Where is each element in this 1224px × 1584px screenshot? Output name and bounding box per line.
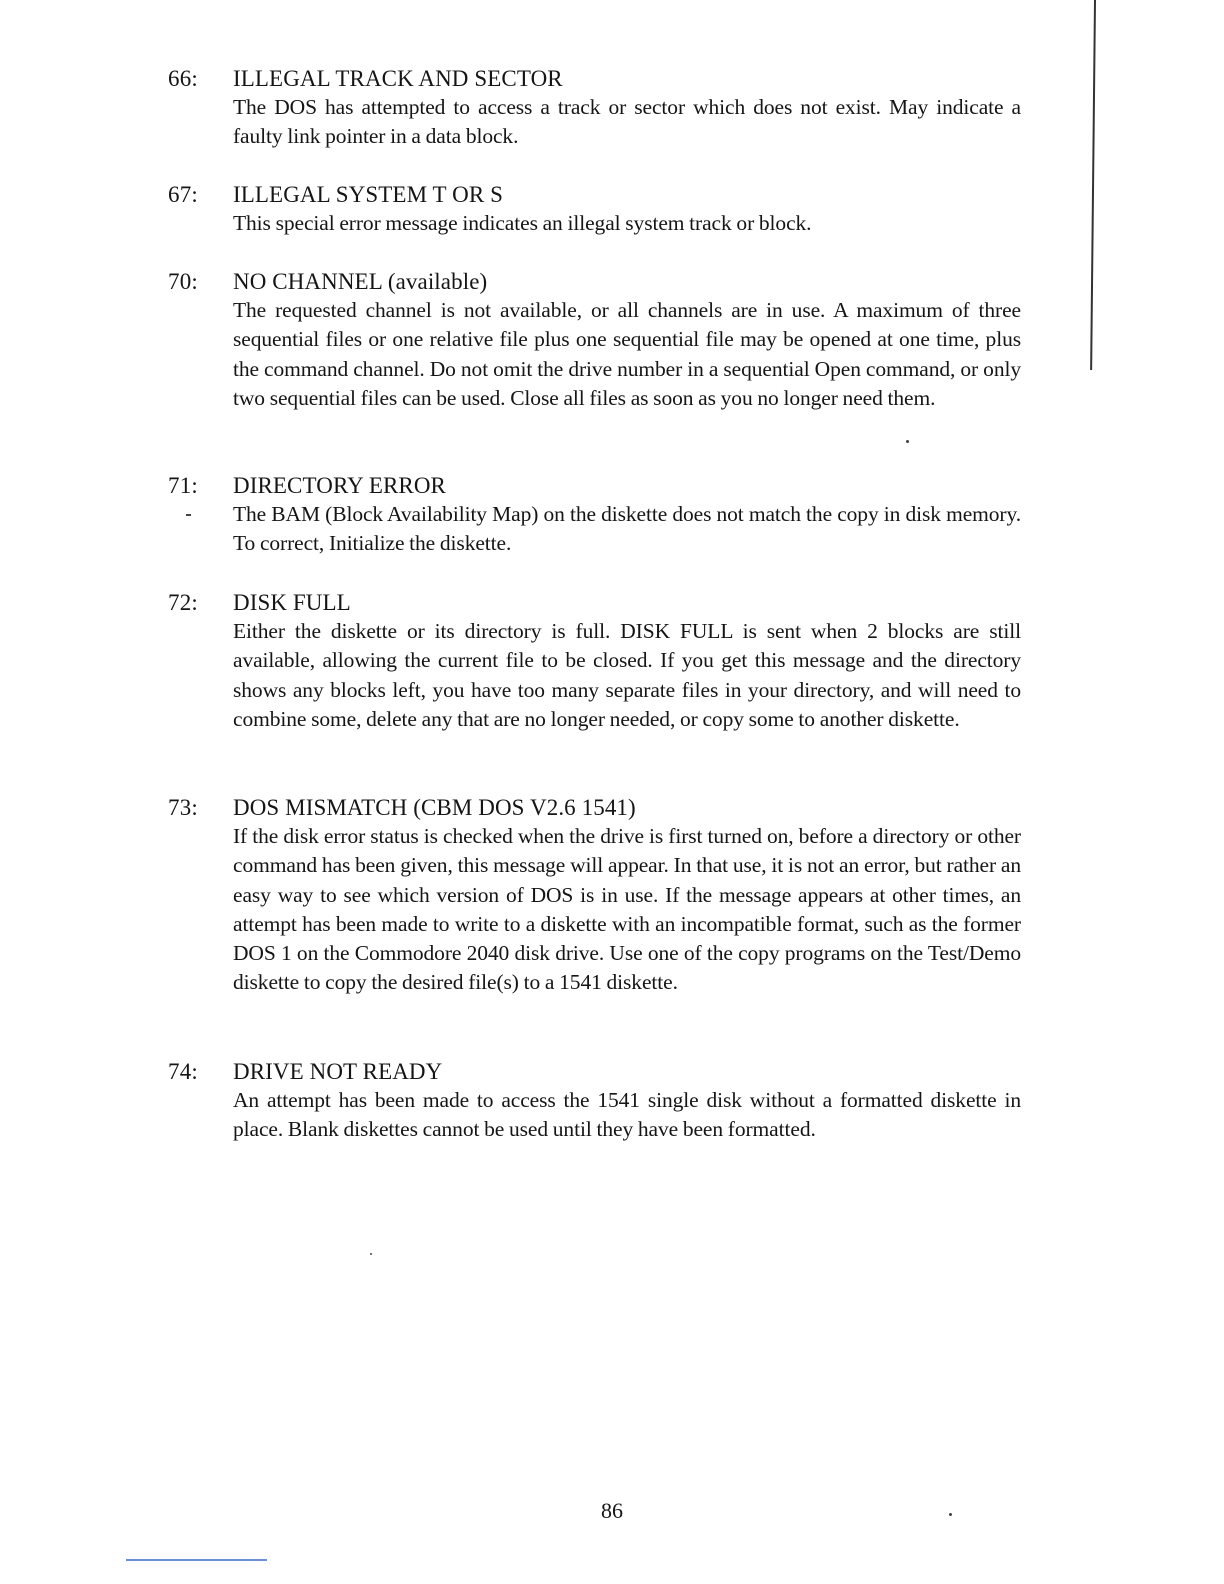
scan-speck xyxy=(949,1513,952,1516)
error-code: 73: xyxy=(168,795,198,820)
error-description: If the disk error status is checked when the drive is first turned on, before a directory or other command has been given, this message will appear. In that use, it is not an error, but rather an easy way to see which version of DOS is in use. If the message appears at other times, an attempt has been made to write to a diskette with an incompatible format, such as the former DOS 1 on the Commodore 2040 disk drive. Use one of the copy programs on the Test/Demo diskette to copy the desired file(s) to a 1541 diskette. xyxy=(233,824,1021,995)
error-title: DIRECTORY ERROR xyxy=(233,473,447,498)
error-code: 72: xyxy=(168,590,198,615)
error-code: 70: xyxy=(168,269,198,294)
error-code: 74: xyxy=(168,1059,198,1084)
scan-speck xyxy=(186,514,191,516)
error-code: 67: xyxy=(168,182,198,207)
error-description: Either the diskette or its directory is full. DISK FULL is sent when 2 blocks are still available, allowing the current file to be closed. If you get this message and the directory shows any blocks left, you have too many separate files in your directory, and will need to combine some, delete any that are no longer needed, or copy some to another diskette. xyxy=(233,619,1021,731)
error-title: ILLEGAL TRACK AND SECTOR xyxy=(233,66,563,91)
margin-line xyxy=(1090,0,1096,370)
error-title: DOS MISMATCH (CBM DOS V2.6 1541) xyxy=(233,795,636,820)
error-title: NO CHANNEL (available) xyxy=(233,269,488,294)
scan-speck xyxy=(370,1253,372,1255)
page-number: 86 xyxy=(601,1498,623,1523)
error-description: The DOS has attempted to access a track or sector which does not exist. May indicate a faulty link pointer in a data block. xyxy=(233,95,1021,149)
error-code: 66: xyxy=(168,66,198,91)
error-title: ILLEGAL SYSTEM T OR S xyxy=(233,182,504,207)
error-description: The BAM (Block Availability Map) on the diskette does not match the copy in disk memory. To correct, Initialize the diskette. xyxy=(233,502,1021,556)
scan-speck xyxy=(906,440,909,443)
bottom-rule xyxy=(126,1559,267,1561)
error-code: 71: xyxy=(168,473,198,498)
error-description: The requested channel is not available, or all channels are in use. A maximum of three sequential files or one relative file plus one sequential file may be opened at one time, plus the command channel. Do not omit the drive number in a sequential Open command, or only two sequential files can be used. Close all files as soon as you no longer need them. xyxy=(233,298,1021,410)
error-title: DRIVE NOT READY xyxy=(233,1059,443,1084)
error-description: This special error message indicates an illegal system track or block. xyxy=(233,211,812,235)
error-description: An attempt has been made to access the 1541 single disk without a formatted diskette in place. Blank diskettes cannot be used until they have been formatted. xyxy=(233,1088,1021,1142)
error-title: DISK FULL xyxy=(233,590,351,615)
